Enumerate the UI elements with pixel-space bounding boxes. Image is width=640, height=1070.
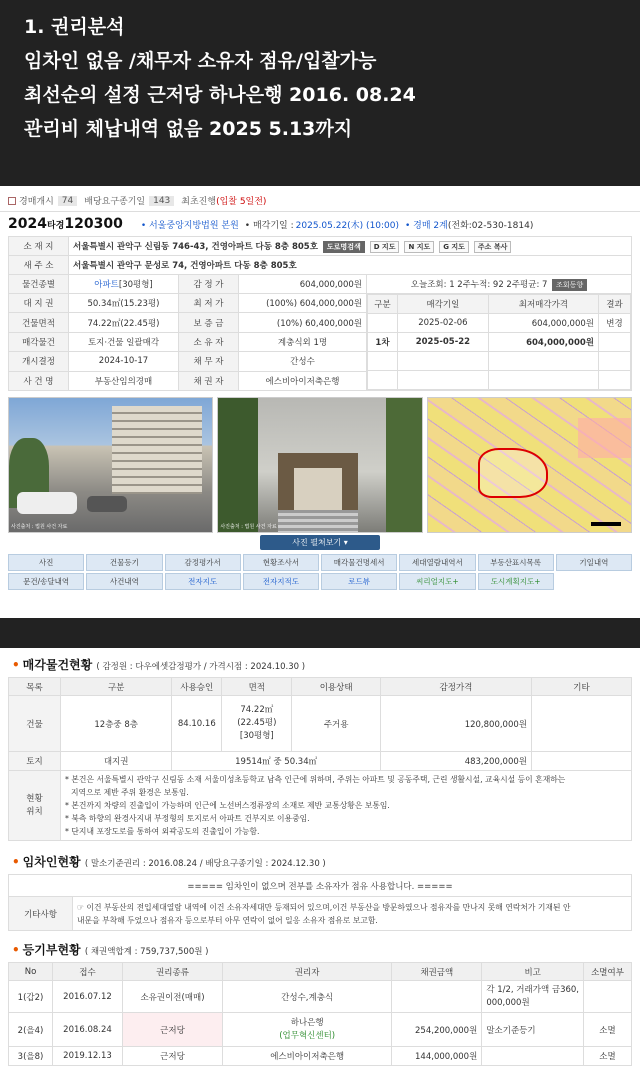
- location-label: 소 재 지: [9, 237, 69, 256]
- history-cell: [367, 294, 632, 391]
- case-name-label: 사 건 명: [9, 371, 69, 390]
- road-view-button[interactable]: 로드뷰: [321, 573, 397, 590]
- type-label: 물건종별: [9, 275, 69, 294]
- daum-map-button[interactable]: D 지도: [370, 241, 400, 253]
- divider: [0, 618, 640, 648]
- details-capture: [0, 648, 640, 1066]
- column-header: 구분: [61, 678, 172, 696]
- views-cell: 오늘조회: 1 2주누적: 92 2주평균: 7 조회동향: [367, 275, 632, 294]
- case-info-table: [8, 236, 632, 391]
- table-row: 토지 대지권 19514㎡ 중 50.34㎡ 483,200,000원: [9, 752, 632, 771]
- first-progress-label[interactable]: 최초진행: [181, 197, 217, 207]
- column-header: 이용상태: [292, 678, 381, 696]
- case-name-value: 부동산임의경매: [69, 371, 179, 390]
- debtor-label: 채 무 자: [179, 352, 239, 371]
- e-cadastral-button[interactable]: 전자지적도: [243, 573, 319, 590]
- building-area-label: 건물면적: [9, 313, 69, 332]
- column-header: No: [9, 963, 53, 981]
- sale-date-label: • 매각기일 :: [244, 220, 294, 231]
- history-row: 2025-02-06 604,000,000원 변경: [368, 314, 631, 333]
- owner-value: 계충식외 1명: [239, 332, 367, 351]
- apartment-photo[interactable]: 사진출처 : 법원 사건 자료: [8, 397, 213, 533]
- column-header: 채권금액: [392, 963, 482, 981]
- copy-address-button[interactable]: 주소 복사: [474, 241, 512, 253]
- case-number: 2024타경120300: [8, 216, 123, 232]
- start-label: 개시결정: [9, 352, 69, 371]
- history-header: 매각기일: [398, 295, 489, 314]
- column-header: 비고: [482, 963, 584, 981]
- sale-status-title: • 매각물건현황 ( 감정원 : 다우에셋감정평가 / 가격시점 : 2024.10.30 ): [12, 658, 306, 672]
- cadastral-map[interactable]: [427, 397, 632, 533]
- table-row: 3(을8) 2019.12.13 근저당 에스비아이저축은행 144,000,000원 소멸: [9, 1047, 632, 1066]
- history-header: 구분: [368, 295, 398, 314]
- survey-report-button[interactable]: 현황조사서: [243, 554, 319, 571]
- land-value: 50.34㎡(15.23평): [69, 294, 179, 313]
- e-map-button[interactable]: 전자지도: [165, 573, 241, 590]
- min-price-label: 최 저 가: [179, 294, 239, 313]
- column-header: 목록: [9, 678, 61, 696]
- table-row: 2(을4) 2016.08.24 근저당 하나은행 (업무혁신센터) 254,200,000원 말소기준등기 소멸: [9, 1013, 632, 1047]
- dividend-request-count: 143: [149, 196, 174, 206]
- location-cell: 서울특별시 관악구 신림동 746-43, 건영아파트 다동 8층 805호 도로명검색 D 지도 N 지도 G 지도 주소 복사: [69, 237, 632, 256]
- dept-phone: (전화:02-530-1814): [447, 220, 534, 231]
- history-header: 결과: [599, 295, 631, 314]
- case-capture: [0, 186, 640, 618]
- building-area-value: 74.22㎡(22.45평): [69, 313, 179, 332]
- serial-map-button[interactable]: 씨리얼지도+: [399, 573, 475, 590]
- heading-line-4: 관리비 체납내역 없음 2025 5.13까지: [24, 118, 353, 140]
- table-row: 현황 위치 * 본건은 서울특별시 관악구 신림동 소재 서울미성초등학교 남측 인근에 위하며, 주위는 아파트 및 공동주택, 근린 생활시설, 교육시설 등이 혼재하는 지역으로 제반 주위 환경은 보통임. * 본건까지 차량의 진출입이 가능하며 인근에 노선버스정류장의 소재로 제반 교통상황은 보통임. * 북측 하향의 완경사지내 부정형의 토지로서 아파트 건부지로 이용중임. * 단지내 포장도로를 통하여 외곽공도의 진출입이 가능함.: [9, 771, 632, 841]
- type-cell: 아파트[30평형]: [69, 275, 179, 294]
- photo-button[interactable]: 사진: [8, 554, 84, 571]
- column-header: 권리자: [223, 963, 392, 981]
- status-bar: [0, 186, 640, 212]
- road-search-button[interactable]: 도로명검색: [323, 241, 365, 253]
- naver-map-button[interactable]: N 지도: [404, 241, 434, 253]
- tenant-title: • 임차인현황 ( 말소기준권리 : 2016.08.24 / 배당요구종기일 : 2024.12.30 ): [12, 855, 326, 869]
- urban-plan-map-button[interactable]: 도시계획지도+: [478, 573, 554, 590]
- tenant-table: [8, 874, 632, 931]
- column-header: 면적: [222, 678, 292, 696]
- new-address: 서울특별시 관악구 문성로 74, 건영아파트 다동 8층 805호: [69, 256, 632, 275]
- delivery-history-button[interactable]: 문건/송달내역: [8, 573, 84, 590]
- sale-status-table: [8, 677, 632, 841]
- debtor-value: 간성수: [239, 352, 367, 371]
- building-registry-button[interactable]: 건물등기: [86, 554, 162, 571]
- creditor-value: 에스비아이저축은행: [239, 371, 367, 390]
- column-header: 접수: [53, 963, 123, 981]
- tenant-etc-text: ☞ 이건 부동산의 전입세대열람 내역에 이건 소유자세대만 등재되어 있으며,이건 부동산을 방문하였으나 점유자를 만나지 못해 연락처가 기재된 안 내문을 부착해 두었으나 점유자 등으로부터 아무 연락이 없어 일응 소유자 점유로 보고함.: [73, 897, 632, 931]
- entrance-photo[interactable]: 사진출처 : 법원 사건 자료: [217, 397, 422, 533]
- sale-object-label: 매각물건: [9, 332, 69, 351]
- owner-label: 소 유 자: [179, 332, 239, 351]
- photo-strip: [0, 391, 640, 533]
- court-name[interactable]: • 서울중앙지방법원 본원: [140, 220, 239, 231]
- land-label: 대 지 권: [9, 294, 69, 313]
- appraisal-label: 감 정 가: [179, 275, 239, 294]
- heading-line-1: 1. 권리분석: [24, 16, 125, 38]
- table-row: 1(갑2) 2016.07.12 소유권이전(매매) 간성수,계충식 각 1/2, 거래가액 금360, 000,000원: [9, 981, 632, 1013]
- history-row: 1차 2025-05-22 604,000,000원: [368, 333, 631, 352]
- appraisal-value: 604,000,000원: [239, 275, 367, 294]
- location-description: * 본건은 서울특별시 관악구 신림동 소재 서울미성초등학교 남측 인근에 위하며, 주위는 아파트 및 공동주택, 근린 생활시설, 교육시설 등이 혼재하는 지역으로 제반 주위 환경은 보통임. * 본건까지 차량의 진출입이 가능하며 인근에 노선버스정류장의 소재로 제반 교통상황은 보통임. * 북측 하향의 완경사지내 부정형의 토지로서 아파트 건부지로 이용중임. * 단지내 포장도로를 통하여 외곽공도의 진출입이 가능함.: [61, 771, 632, 841]
- auction-notice-count: 74: [58, 196, 77, 206]
- creditor-label: 채 권 자: [179, 371, 239, 390]
- sale-object-value: 토지·건물 일괄매각: [69, 332, 179, 351]
- sale-history-table: [367, 294, 631, 390]
- column-header: 감정가격: [380, 678, 531, 696]
- tenant-none-message: ===== 임차인이 없으며 전부를 소유자가 점유 사용합니다. =====: [9, 875, 632, 897]
- sale-date: 2025.05.22(木) (10:00): [295, 220, 400, 231]
- deposit-value: (10%) 60,400,000원: [239, 313, 367, 332]
- auction-notice-label[interactable]: 경매개시: [19, 197, 54, 207]
- calendar-icon: [8, 197, 16, 205]
- case-header: [0, 212, 640, 236]
- document-button-grid: [0, 554, 640, 590]
- registry-title: • 등기부현황 ( 채권액합계 : 759,737,500원 ): [12, 943, 209, 957]
- heading-line-2: 임차인 없음 /채무자 소유자 점유/입찰가능: [24, 50, 377, 72]
- dividend-request-label[interactable]: 배당요구종기일: [84, 197, 146, 207]
- google-map-button[interactable]: G 지도: [439, 241, 469, 253]
- start-value: 2024-10-17: [69, 352, 179, 371]
- table-row: 건물 12층중 8층 84.10.16 74.22㎡ (22.45평) [30평형] 주거용 120,800,000원: [9, 696, 632, 752]
- heading-line-3: 최선순의 설정 근저당 하나은행 2016. 08.24: [24, 84, 416, 106]
- case-history-button[interactable]: 사건내역: [86, 573, 162, 590]
- column-header: 권리종류: [123, 963, 223, 981]
- registry-table: [8, 962, 632, 1066]
- photo-expand-button[interactable]: 사진 펼쳐보기 ▾: [260, 535, 380, 550]
- property-list-button[interactable]: 부동산표시목록: [478, 554, 554, 571]
- heading-block: [0, 0, 640, 186]
- view-trend-button[interactable]: 조회동향: [552, 279, 587, 291]
- column-header: 기타: [532, 678, 632, 696]
- dept-label: • 경매 2계: [405, 220, 448, 231]
- tenant-etc-label: 기타사항: [9, 897, 73, 931]
- appraisal-doc-button[interactable]: 감정평가서: [165, 554, 241, 571]
- column-header: 사용승인: [172, 678, 222, 696]
- history-header: 최저매각가격: [488, 295, 598, 314]
- deposit-label: 보 증 금: [179, 313, 239, 332]
- min-price-value: (100%) 604,000,000원: [239, 294, 367, 313]
- sale-statement-button[interactable]: 매각물건명세서: [321, 554, 397, 571]
- new-address-label: 새 주 소: [9, 256, 69, 275]
- household-list-button[interactable]: 세대열람내역서: [399, 554, 475, 571]
- date-history-button[interactable]: 기일내역: [556, 554, 632, 571]
- first-progress-note: (입찰 5일전): [216, 197, 267, 207]
- column-header: 소멸여부: [584, 963, 632, 981]
